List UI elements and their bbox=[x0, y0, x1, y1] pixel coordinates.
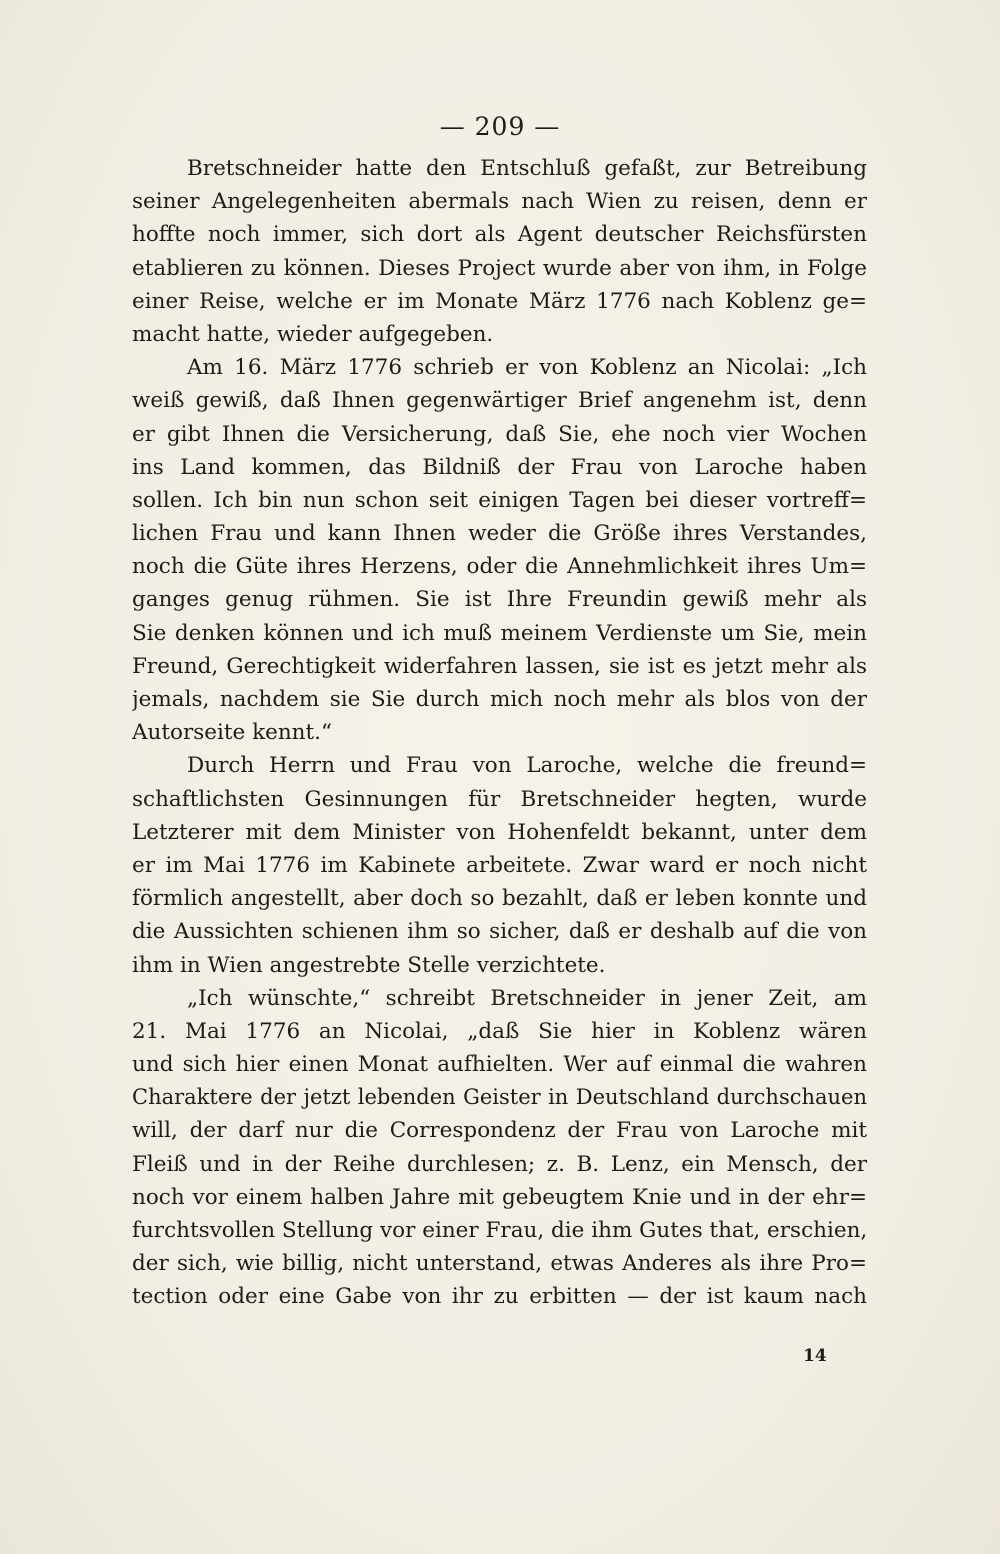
text-line: noch vor einem halben Jahre mit gebeugtem Knie und in der ehr= bbox=[132, 1184, 867, 1210]
text-line: er gibt Ihnen die Versicherung, daß Sie, ehe noch vier Wochen bbox=[132, 421, 867, 447]
text-line: Letzterer mit dem Minister von Hohenfeldt bekannt, unter dem bbox=[132, 819, 867, 845]
text-line: einer Reise, welche er im Monate März 1776 nach Koblenz ge= bbox=[132, 288, 867, 314]
text-line: der sich, wie billig, nicht unterstand, etwas Anderes als ihre Pro= bbox=[132, 1251, 867, 1277]
text-line: noch die Güte ihres Herzens, oder die Annehmlichkeit ihres Um= bbox=[132, 554, 867, 580]
text-line: sollen. Ich bin nun schon seit einigen Tagen bei dieser vortreff= bbox=[132, 487, 867, 513]
text-line: Sie denken können und ich muß meinem Verdienste um Sie, mein bbox=[132, 620, 867, 646]
text-line: Charaktere der jetzt lebenden Geister in Deutschland durchschauen bbox=[132, 1085, 867, 1110]
text-line: lichen Frau und kann Ihnen weder die Größe ihres Verstandes, bbox=[132, 521, 867, 547]
body-text bbox=[132, 152, 867, 1314]
text-line: tection oder eine Gabe von ihr zu erbitten — der ist kaum nach bbox=[132, 1284, 867, 1310]
text-line: er im Mai 1776 im Kabinete arbeitete. Zwar ward er noch nicht bbox=[132, 852, 867, 878]
text-line: hoffte noch immer, sich dort als Agent deutscher Reichsfürsten bbox=[132, 222, 867, 248]
text-line: „Ich wünschte,“ schreibt Bretschneider in jener Zeit, am bbox=[187, 985, 867, 1011]
text-line: Durch Herrn und Frau von Laroche, welche die freund= bbox=[187, 753, 867, 779]
page-number: — 209 — bbox=[439, 112, 561, 141]
text-line: will, der darf nur die Correspondenz der Frau von Laroche mit bbox=[132, 1118, 867, 1144]
text-line: und sich hier einen Monat aufhielten. Wer auf einmal die wahren bbox=[132, 1052, 867, 1078]
text-line: Am 16. März 1776 schrieb er von Koblenz an Nicolai: „Ich bbox=[187, 355, 867, 381]
text-line: ihm in Wien angestrebte Stelle verzichtete. bbox=[132, 952, 606, 978]
text-line: Freund, Gerechtigkeit widerfahren lassen, sie ist es jetzt mehr als bbox=[132, 653, 867, 679]
text-line: etablieren zu können. Dieses Project wurde aber von ihm, in Folge bbox=[132, 255, 867, 281]
text-line: 21. Mai 1776 an Nicolai, „daß Sie hier in Koblenz wären bbox=[132, 1018, 867, 1044]
text-line: furchtsvollen Stellung vor einer Frau, die ihm Gutes that, erschien, bbox=[132, 1218, 867, 1243]
text-line: ganges genug rühmen. Sie ist Ihre Freundin gewiß mehr als bbox=[132, 587, 867, 613]
text-line: seiner Angelegenheiten abermals nach Wien zu reisen, denn er bbox=[132, 189, 867, 215]
text-line: schaftlichsten Gesinnungen für Bretschneider hegten, wurde bbox=[132, 786, 867, 812]
text-line: ins Land kommen, das Bildniß der Frau von Laroche haben bbox=[132, 454, 867, 480]
text-line: die Aussichten schienen ihm so sicher, daß er deshalb auf die von bbox=[132, 919, 867, 945]
text-line: förmlich angestellt, aber doch so bezahlt, daß er leben konnte und bbox=[132, 886, 867, 912]
text-line: macht hatte, wieder aufgegeben. bbox=[132, 321, 494, 347]
text-line: Bretschneider hatte den Entschluß gefaßt, zur Betreibung bbox=[187, 156, 867, 181]
text-line: Fleiß und in der Reihe durchlesen; z. B. Lenz, ein Mensch, der bbox=[132, 1151, 867, 1177]
text-line: Autorseite kennt.“ bbox=[132, 720, 332, 746]
signature-mark: 14 bbox=[803, 1346, 827, 1366]
text-line: jemals, nachdem sie Sie durch mich noch mehr als blos von der bbox=[132, 687, 867, 712]
text-line: weiß gewiß, daß Ihnen gegenwärtiger Brief angenehm ist, denn bbox=[132, 388, 867, 414]
